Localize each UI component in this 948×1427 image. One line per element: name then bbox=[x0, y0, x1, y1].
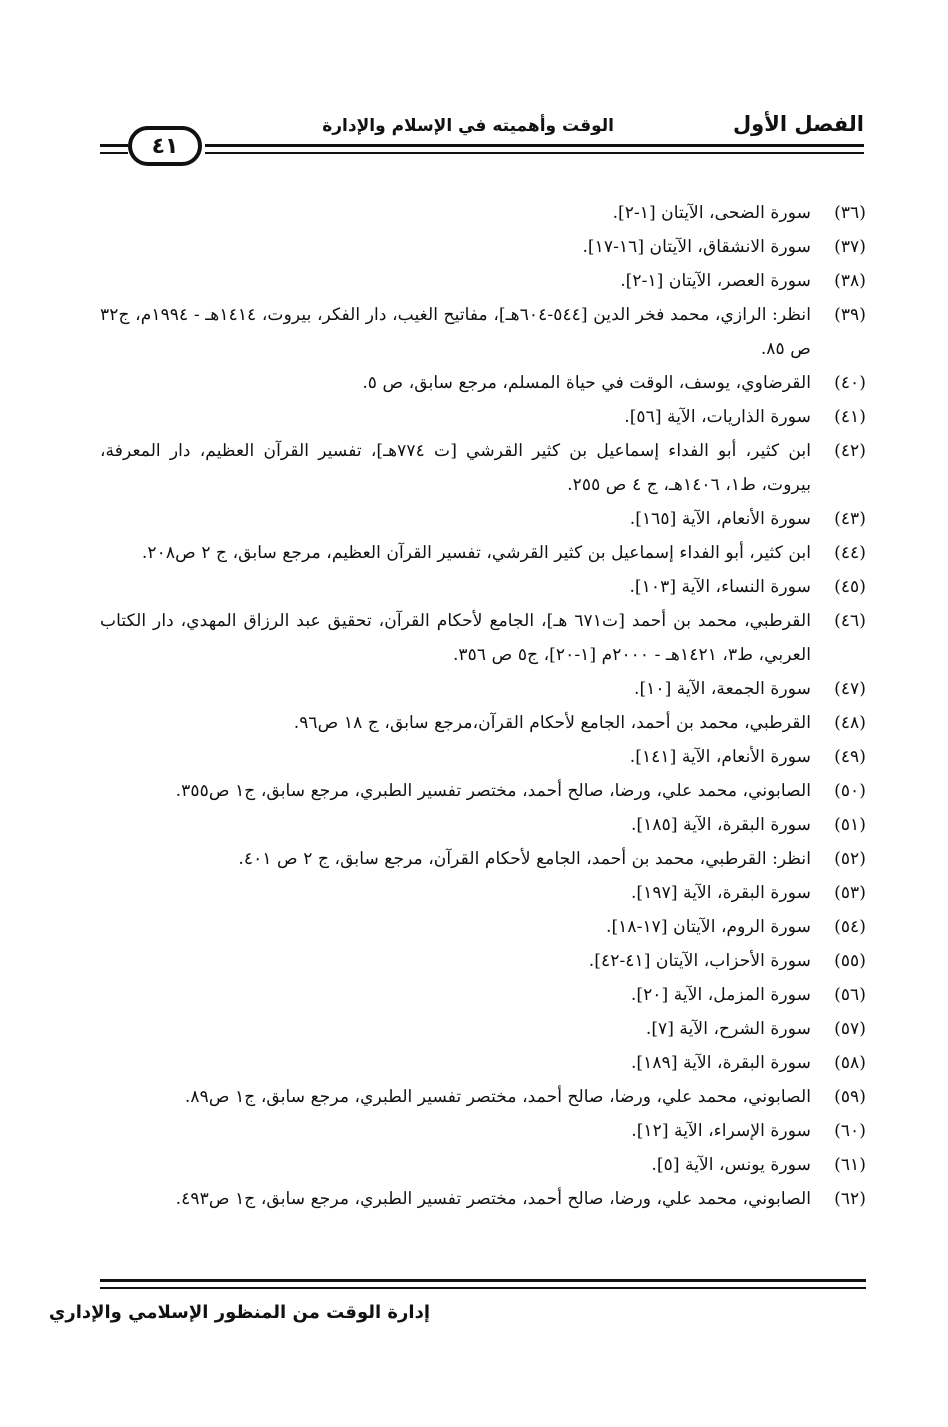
footnote-item bbox=[100, 672, 866, 706]
footnote-text: سورة العصر، الآيتان [١-٢]. bbox=[620, 271, 811, 291]
chapter-title: الفصل الأول bbox=[732, 112, 864, 136]
footnote-text: سورة الإسراء، الآية [١٢]. bbox=[631, 1121, 811, 1141]
page-header bbox=[100, 104, 864, 174]
footnote-text: انظر: الرازي، محمد فخر الدين [٥٤٤-٦٠٤هـ]، مفاتيح الغيب، دار الفكر، بيروت، ١٤١٤هـ - ١٩٩٤م، ج٣٢ ص ٨٥. bbox=[100, 305, 811, 359]
footnote-text: سورة المزمل، الآية [٢٠]. bbox=[630, 985, 811, 1005]
footnote-number: (٥٦) bbox=[834, 985, 866, 1005]
footnote-item bbox=[100, 604, 866, 672]
footnote-item bbox=[100, 910, 866, 944]
footnote-number: (٥٨) bbox=[834, 1053, 866, 1073]
footnote-item bbox=[100, 298, 866, 366]
footnote-item bbox=[100, 570, 866, 604]
footnote-item bbox=[100, 944, 866, 978]
footnote-item bbox=[100, 1012, 866, 1046]
footnote-text: الصابوني، محمد علي، ورضا، صالح أحمد، مختصر تفسير الطبري، مرجع سابق، ج١ ص٨٩. bbox=[184, 1087, 811, 1107]
footnote-number: (٦٢) bbox=[834, 1189, 866, 1209]
footnote-number: (٥٧) bbox=[834, 1019, 866, 1039]
footnote-text: سورة البقرة، الآية [١٩٧]. bbox=[630, 883, 811, 903]
footnote-number: (٤١) bbox=[834, 407, 866, 427]
footnote-text: سورة الضحى، الآيتان [١-٢]. bbox=[612, 203, 811, 223]
footnote-item bbox=[100, 502, 866, 536]
footer-rule-thin bbox=[100, 1287, 866, 1289]
footnote-item bbox=[100, 876, 866, 910]
footnote-item bbox=[100, 842, 866, 876]
header-rule-stub bbox=[100, 144, 128, 147]
footnote-item bbox=[100, 230, 866, 264]
footnote-text: ابن كثير، أبو الفداء إسماعيل بن كثير القرشي [ت ٧٧٤هـ]، تفسير القرآن العظيم، دار المعرفة، بيروت، ط١، ١٤٠٦هـ، ج ٤ ص ٢٥٥. bbox=[100, 441, 811, 495]
footnote-text: سورة البقرة، الآية [١٨٥]. bbox=[630, 815, 811, 835]
footnote-number: (٣٧) bbox=[834, 237, 866, 257]
footnote-text: الصابوني، محمد علي، ورضا، صالح أحمد، مختصر تفسير الطبري، مرجع سابق، ج١ ص٤٩٣. bbox=[175, 1189, 811, 1209]
footnote-text: القرطبي، محمد بن أحمد [ت٦٧١ هـ]، الجامع لأحكام القرآن، تحقيق عبد الرزاق المهدي، دار الكتاب العربي، ط٣، ١٤٢١هـ - ٢٠٠٠م [١-٢٠]، ج٥ ص ٣٥٦. bbox=[100, 611, 811, 665]
footer-book-title: إدارة الوقت من المنظور الإسلامي والإداري bbox=[48, 1302, 430, 1323]
header-rule-stub-thin bbox=[100, 152, 128, 154]
header-rule bbox=[205, 144, 864, 147]
page-number: ٤١ bbox=[128, 126, 202, 166]
footnote-number: (٤٦) bbox=[834, 611, 866, 631]
footnote-item bbox=[100, 400, 866, 434]
footnote-item bbox=[100, 1114, 866, 1148]
footnote-text: ابن كثير، أبو الفداء إسماعيل بن كثير القرشي، تفسير القرآن العظيم، مرجع سابق، ج ٢ ص٢٠٨. bbox=[141, 543, 811, 563]
footnote-number: (٦٠) bbox=[834, 1121, 866, 1141]
footnote-number: (٣٩) bbox=[834, 305, 866, 325]
footnote-item bbox=[100, 264, 866, 298]
footnote-number: (٤٧) bbox=[834, 679, 866, 699]
footnote-number: (٤٩) bbox=[834, 747, 866, 767]
footnote-text: سورة الروم، الآيتان [١٧-١٨]. bbox=[606, 917, 811, 937]
footnote-item bbox=[100, 978, 866, 1012]
footnote-text: سورة النساء، الآية [١٠٣]. bbox=[629, 577, 811, 597]
footnote-number: (٥٠) bbox=[834, 781, 866, 801]
footnote-item bbox=[100, 706, 866, 740]
footnote-number: (٥١) bbox=[834, 815, 866, 835]
footnote-number: (٥٩) bbox=[834, 1087, 866, 1107]
footnote-number: (٥٤) bbox=[834, 917, 866, 937]
footnote-text: سورة يونس، الآية [٥]. bbox=[651, 1155, 811, 1175]
footnote-text: سورة البقرة، الآية [١٨٩]. bbox=[630, 1053, 811, 1073]
footnote-item bbox=[100, 808, 866, 842]
footnote-number: (٤٠) bbox=[834, 373, 866, 393]
footnote-number: (٥٢) bbox=[834, 849, 866, 869]
footnote-number: (٤٤) bbox=[834, 543, 866, 563]
footnote-item bbox=[100, 740, 866, 774]
footnote-item bbox=[100, 1046, 866, 1080]
footnote-text: سورة الأنعام، الآية [١٦٥]. bbox=[629, 509, 811, 529]
footnote-number: (٣٨) bbox=[834, 271, 866, 291]
footnote-number: (٦١) bbox=[834, 1155, 866, 1175]
footnote-text: انظر: القرطبي، محمد بن أحمد، الجامع لأحكام القرآن، مرجع سابق، ج ٢ ص ٤٠١. bbox=[238, 849, 811, 869]
footnotes-list bbox=[100, 196, 866, 1216]
footnote-number: (٣٦) bbox=[834, 203, 866, 223]
footnote-number: (٥٥) bbox=[834, 951, 866, 971]
footnote-item bbox=[100, 1080, 866, 1114]
footnote-text: الصابوني، محمد علي، ورضا، صالح أحمد، مختصر تفسير الطبري، مرجع سابق، ج١ ص٣٥٥. bbox=[175, 781, 811, 801]
footnote-text: سورة الجمعة، الآية [١٠]. bbox=[634, 679, 811, 699]
footnote-number: (٤٣) bbox=[834, 509, 866, 529]
footnote-item bbox=[100, 536, 866, 570]
footnote-item bbox=[100, 1148, 866, 1182]
footnote-text: سورة الانشقاق، الآيتان [١٦-١٧]. bbox=[582, 237, 811, 257]
footnote-text: سورة الأنعام، الآية [١٤١]. bbox=[629, 747, 811, 767]
footnote-text: سورة الشرح، الآية [٧]. bbox=[645, 1019, 811, 1039]
footnote-item bbox=[100, 196, 866, 230]
footnote-number: (٤٥) bbox=[834, 577, 866, 597]
footnote-text: القرضاوي، يوسف، الوقت في حياة المسلم، مرجع سابق، ص ٥. bbox=[362, 373, 811, 393]
footnote-text: القرطبي، محمد بن أحمد، الجامع لأحكام القرآن،مرجع سابق، ج ١٨ ص٩٦. bbox=[293, 713, 811, 733]
footnote-item bbox=[100, 1182, 866, 1216]
footnote-item bbox=[100, 774, 866, 808]
footnote-number: (٤٨) bbox=[834, 713, 866, 733]
header-rule-thin bbox=[205, 152, 864, 154]
footnote-text: سورة الذاريات، الآية [٥٦]. bbox=[624, 407, 811, 427]
footnote-item bbox=[100, 434, 866, 502]
running-title: الوقت وأهميته في الإسلام والإدارة bbox=[322, 116, 614, 136]
footnote-number: (٥٣) bbox=[834, 883, 866, 903]
footnote-text: سورة الأحزاب، الآيتان [٤١-٤٢]. bbox=[588, 951, 811, 971]
footer-rule bbox=[100, 1279, 866, 1282]
footnote-item bbox=[100, 366, 866, 400]
footnote-number: (٤٢) bbox=[834, 441, 866, 461]
